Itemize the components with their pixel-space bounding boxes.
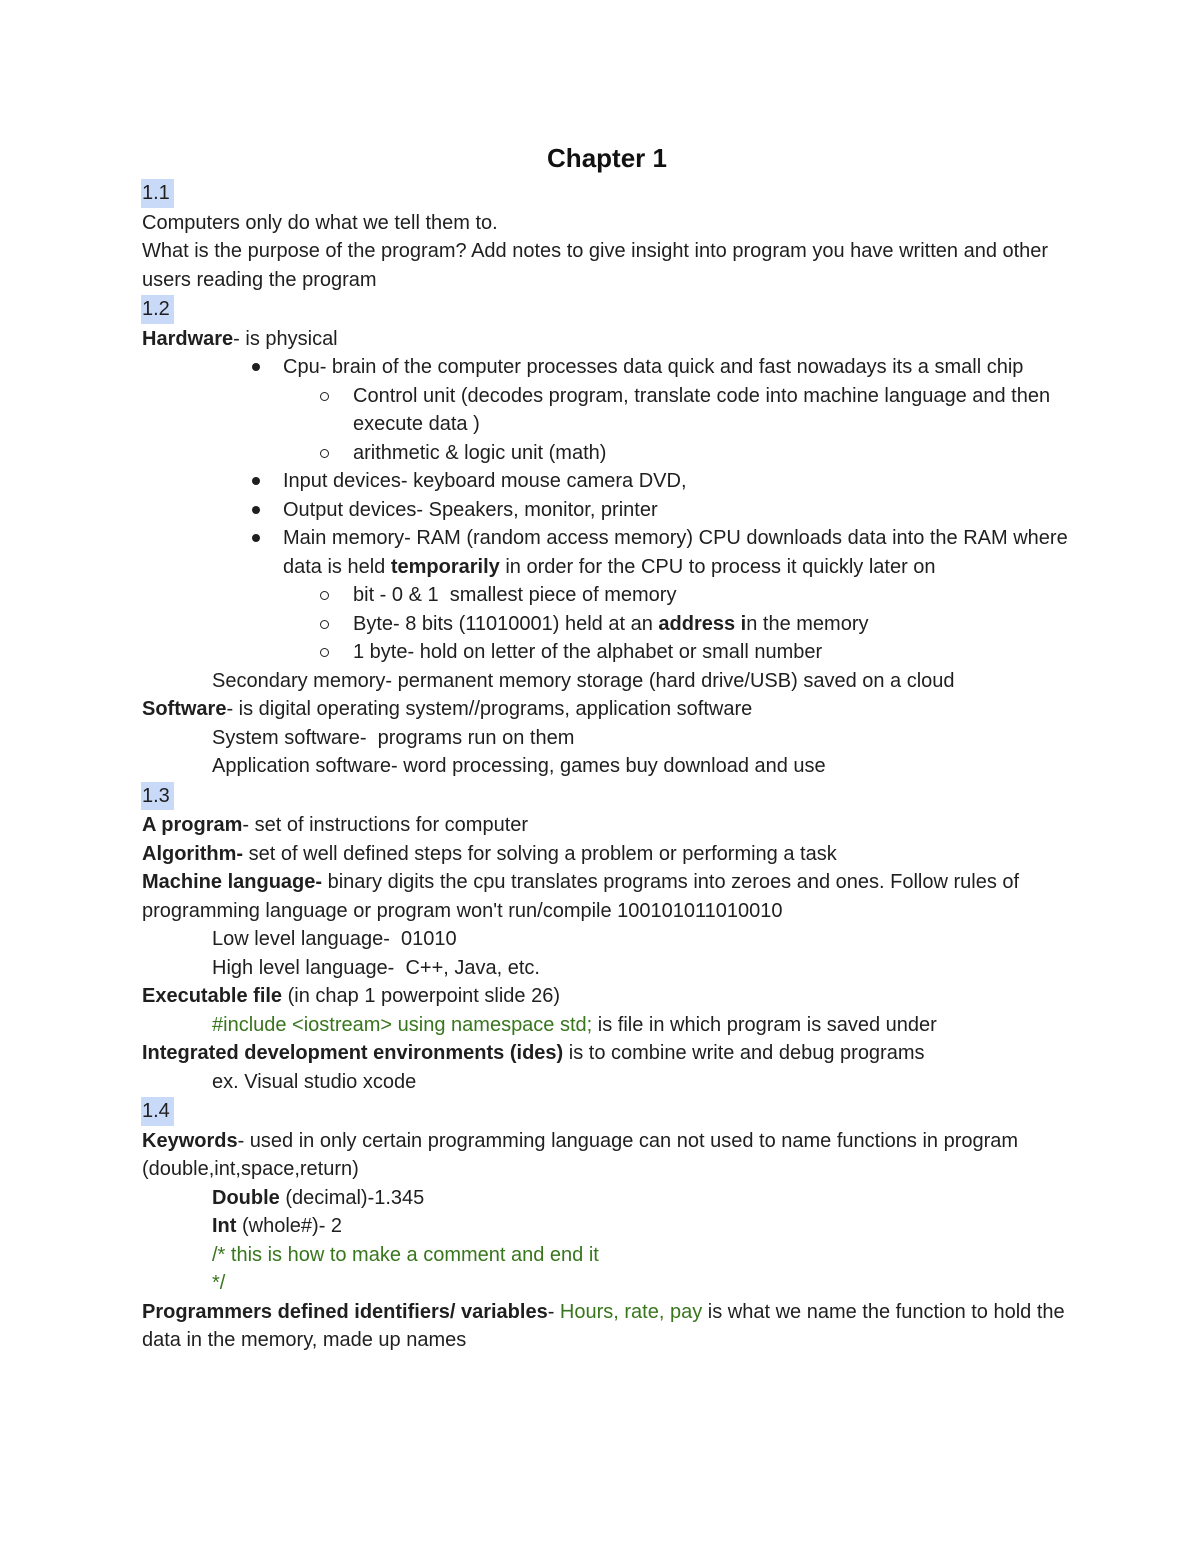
bullet-icon <box>252 534 260 542</box>
definition: (whole#)- 2 <box>236 1215 343 1237</box>
list-item-text: Input devices- keyboard mouse camera DVD, <box>283 470 687 492</box>
page-title: Chapter 1 <box>547 143 667 173</box>
indented-line: High level language- C++, Java, etc. <box>212 956 540 979</box>
term: Integrated development environments (ides) <box>142 1042 564 1064</box>
list-item-text: arithmetic & logic unit (math) <box>353 441 607 464</box>
definition: (decimal)-1.345 <box>279 1186 425 1209</box>
paragraph: Computers only do what we tell them to. <box>142 211 498 234</box>
machine-language-definition <box>142 868 1072 925</box>
term: Double <box>212 1186 280 1209</box>
text-run: Main memory- RAM (random access memory) CPU downloads data into the RAM where data is held <box>283 527 1068 578</box>
list-item-text: 1 byte- hold on letter of the alphabet or small number <box>353 641 823 663</box>
indented-line: Low level language- 01010 <box>212 928 457 950</box>
definition: is to combine write and debug programs <box>563 1042 925 1064</box>
software-definition <box>142 695 1072 724</box>
term: Algorithm- <box>142 842 244 865</box>
definition: is what we name the function to hold the data in the memory, made up names <box>142 1300 1065 1351</box>
bullet-icon <box>252 477 260 485</box>
section-label: 1.2 <box>141 295 174 324</box>
bullet-icon <box>252 506 260 514</box>
term: Int <box>212 1215 237 1237</box>
term: Hardware <box>142 327 234 350</box>
section-label: 1.3 <box>141 782 174 811</box>
definition: (in chap 1 powerpoint slide 26) <box>282 985 561 1007</box>
section-1-4 <box>142 1096 1072 1127</box>
paragraph: What is the purpose of the program? Add notes to give insight into program you have written and other users reading the program <box>142 240 1049 291</box>
list-item-text: Output devices- Speakers, monitor, printer <box>283 498 658 521</box>
hollow-bullet-icon <box>320 591 329 600</box>
definition: - set of instructions for computer <box>242 814 529 836</box>
sub-list-item <box>142 610 1072 639</box>
sub-list-item <box>142 581 1072 610</box>
term: A program <box>142 814 243 836</box>
text-run: in order for the CPU to process it quickly later on <box>499 555 936 578</box>
list-item-text: Control unit (decodes program, translate code into machine language and then execute data ) <box>353 384 1051 435</box>
term: Machine language- <box>142 871 323 893</box>
term: Software <box>142 698 227 720</box>
section-1-2 <box>142 294 1072 325</box>
list-item <box>142 496 1072 525</box>
dash: - <box>547 1300 555 1323</box>
hollow-bullet-icon <box>320 449 329 458</box>
term: Keywords <box>142 1129 238 1152</box>
definition: - is digital operating system//programs, application software <box>226 698 753 720</box>
double-definition <box>142 1184 1072 1213</box>
list-item-text <box>283 524 1072 581</box>
comment-line: /* this is how to make a comment and end it <box>212 1243 599 1266</box>
list-item <box>142 467 1072 496</box>
comment-line: */ <box>212 1272 226 1294</box>
definition: - is physical <box>233 327 338 350</box>
list-item-text: Cpu- brain of the computer processes data quick and fast nowadays its a small chip <box>283 356 1024 378</box>
indented-line: Secondary memory- permanent memory storage (hard drive/USB) saved on a cloud <box>212 669 955 692</box>
executable-file-definition <box>142 982 1072 1011</box>
example-names: Hours, rate, pay <box>554 1300 703 1323</box>
indented-line: ex. Visual studio xcode <box>212 1070 417 1093</box>
definition: binary digits the cpu translates programs into zeroes and ones. Follow rules of programming language or program won't run/compile 100101011010010 <box>142 871 1020 922</box>
bold-text: address i <box>658 612 747 635</box>
program-definition <box>142 811 1072 840</box>
bold-text: temporarily <box>390 555 500 578</box>
sub-list-item <box>142 638 1072 667</box>
ide-definition <box>142 1039 1072 1068</box>
list-item <box>142 353 1072 382</box>
hollow-bullet-icon <box>320 648 329 657</box>
indented-line: Application software- word processing, games buy download and use <box>212 755 826 777</box>
list-item <box>142 524 1072 581</box>
text-run: n the memory <box>746 612 869 635</box>
indented-line: System software- programs run on them <box>212 726 575 749</box>
hardware-definition <box>142 325 1072 354</box>
code-snippet: #include <iostream> using namespace std; <box>212 1013 593 1036</box>
hollow-bullet-icon <box>320 392 329 401</box>
section-1-1 <box>142 178 1072 209</box>
text-run: Byte- 8 bits (11010001) held at an <box>353 612 659 635</box>
definition: set of well defined steps for solving a problem or performing a task <box>243 842 837 865</box>
bullet-icon <box>252 363 260 371</box>
section-label: 1.1 <box>141 179 174 208</box>
algorithm-definition <box>142 840 1072 869</box>
document-body <box>142 138 1072 1355</box>
list-item-text: bit - 0 & 1 smallest piece of memory <box>353 584 677 606</box>
hollow-bullet-icon <box>320 620 329 629</box>
int-definition <box>142 1212 1072 1241</box>
sub-list-item <box>142 439 1072 468</box>
definition: is file in which program is saved under <box>592 1013 937 1036</box>
sub-list-item <box>142 382 1072 439</box>
section-label: 1.4 <box>141 1097 174 1126</box>
term: Programmers defined identifiers/ variables <box>142 1300 548 1323</box>
identifiers-definition <box>142 1298 1072 1355</box>
keywords-definition <box>142 1127 1072 1184</box>
section-1-3 <box>142 781 1072 812</box>
definition: - used in only certain programming language can not used to name functions in program (double,int,space,return) <box>142 1129 1019 1180</box>
code-example-line <box>142 1011 1072 1040</box>
list-item-text <box>353 610 1072 639</box>
term: Executable file <box>142 985 283 1007</box>
